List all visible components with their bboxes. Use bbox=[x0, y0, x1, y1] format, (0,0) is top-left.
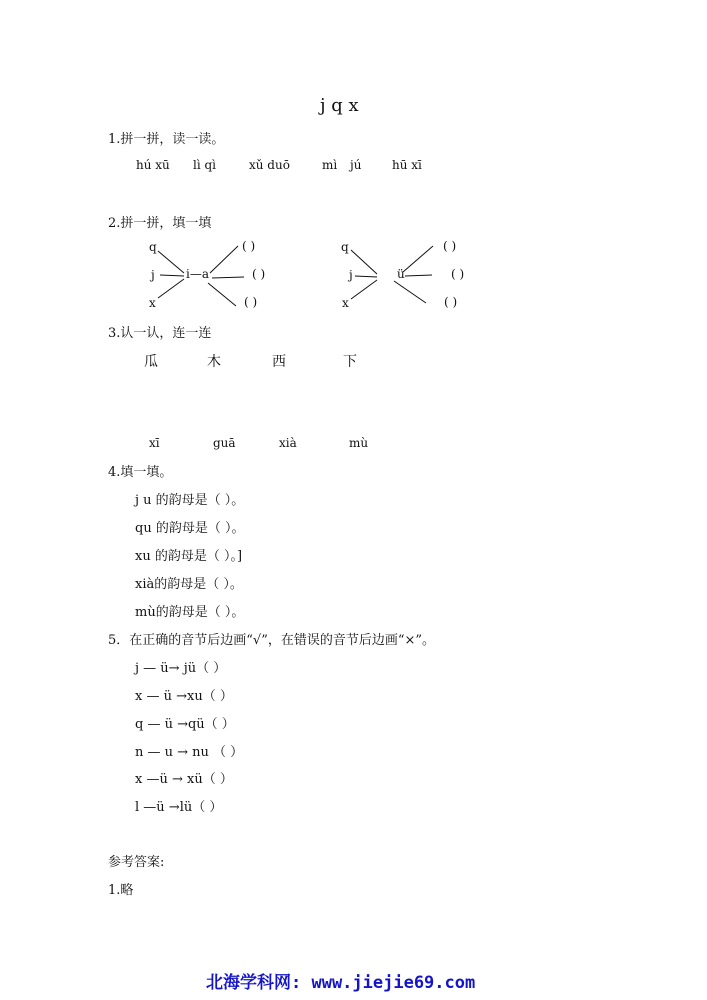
q3-char: 西 bbox=[272, 354, 286, 370]
page-title: j q x bbox=[320, 95, 359, 116]
q1-word: hú xū bbox=[136, 158, 170, 172]
q1-heading: 1.拼一拼，读一读。 bbox=[108, 132, 225, 147]
q5-line: q — ü →qü（ ） bbox=[135, 717, 235, 732]
q4-line: mù的韵母是（ ）。 bbox=[135, 605, 245, 620]
q2-left-initial: j bbox=[151, 268, 155, 282]
q2-left-blank: ( ) bbox=[252, 267, 266, 281]
q2-left-initial: x bbox=[149, 296, 156, 310]
q5-line: l —ü →lü（ ） bbox=[135, 800, 223, 815]
connector-line bbox=[212, 277, 244, 278]
q3-heading: 3.认一认，连一连 bbox=[108, 326, 212, 341]
answers-heading: 参考答案: bbox=[108, 855, 165, 870]
q2-left-initial: q bbox=[149, 240, 157, 254]
q3-pinyin: mù bbox=[349, 436, 369, 450]
q2-left-blank: ( ) bbox=[244, 295, 258, 309]
connector-line bbox=[158, 251, 184, 273]
connector-line bbox=[160, 275, 184, 276]
q5-line: x — ü →xu（ ） bbox=[135, 689, 233, 704]
q5-heading: 5．在正确的音节后边画“√”，在错误的音节后边画“×”。 bbox=[108, 633, 436, 648]
q3-char: 下 bbox=[343, 354, 357, 370]
connector-line bbox=[351, 250, 377, 274]
q2-right-initial: x bbox=[342, 296, 349, 310]
q2-right-initial: j bbox=[349, 268, 353, 282]
q2-left-final: i—a bbox=[186, 267, 209, 281]
q1-word: lì qì bbox=[193, 158, 217, 172]
q4-line: xu 的韵母是（ ）。] bbox=[135, 549, 243, 564]
connector-line bbox=[158, 279, 184, 298]
q2-heading: 2.拼一拼，填一填 bbox=[108, 216, 212, 231]
q4-line: xià的韵母是（ ）。 bbox=[135, 577, 243, 592]
q2-left-blank: ( ) bbox=[242, 239, 256, 253]
q4-line: qu 的韵母是（ ）。 bbox=[135, 521, 245, 536]
connector-line bbox=[208, 283, 236, 306]
q1-word: xǔ duō bbox=[249, 158, 290, 172]
q1-word: mì bbox=[322, 158, 338, 172]
q5-line: n — u → nu （ ） bbox=[135, 745, 244, 760]
connector-line bbox=[355, 276, 377, 277]
q2-right-blank: ( ) bbox=[451, 267, 465, 281]
connector-line bbox=[210, 246, 238, 273]
q2-right-final: ü bbox=[397, 267, 405, 281]
q2-right-initial: q bbox=[341, 240, 349, 254]
q5-line: x —ü → xü（ ） bbox=[135, 772, 233, 787]
q1-word: jú bbox=[350, 158, 362, 172]
connector-line bbox=[403, 246, 433, 272]
q2-right-blank: ( ) bbox=[443, 239, 457, 253]
q3-pinyin: guā bbox=[213, 436, 236, 450]
q3-pinyin: xī bbox=[149, 436, 160, 450]
q3-char: 瓜 bbox=[144, 354, 158, 370]
q2-right-blank: ( ) bbox=[444, 295, 458, 309]
connector-line bbox=[405, 275, 432, 276]
q3-pinyin: xià bbox=[279, 436, 297, 450]
connector-line bbox=[394, 281, 426, 303]
connector-line bbox=[351, 280, 377, 299]
footer-watermark: 北海学科网: www.jiejie69.com bbox=[206, 973, 476, 993]
q5-line: j — ü→ jü（ ） bbox=[135, 661, 227, 676]
q3-char: 木 bbox=[207, 354, 221, 370]
q4-line: j u 的韵母是（ ）。 bbox=[135, 493, 245, 508]
q4-heading: 4.填一填。 bbox=[108, 465, 173, 480]
answer-line: 1.略 bbox=[108, 883, 134, 898]
q1-word: hū xī bbox=[392, 158, 422, 172]
